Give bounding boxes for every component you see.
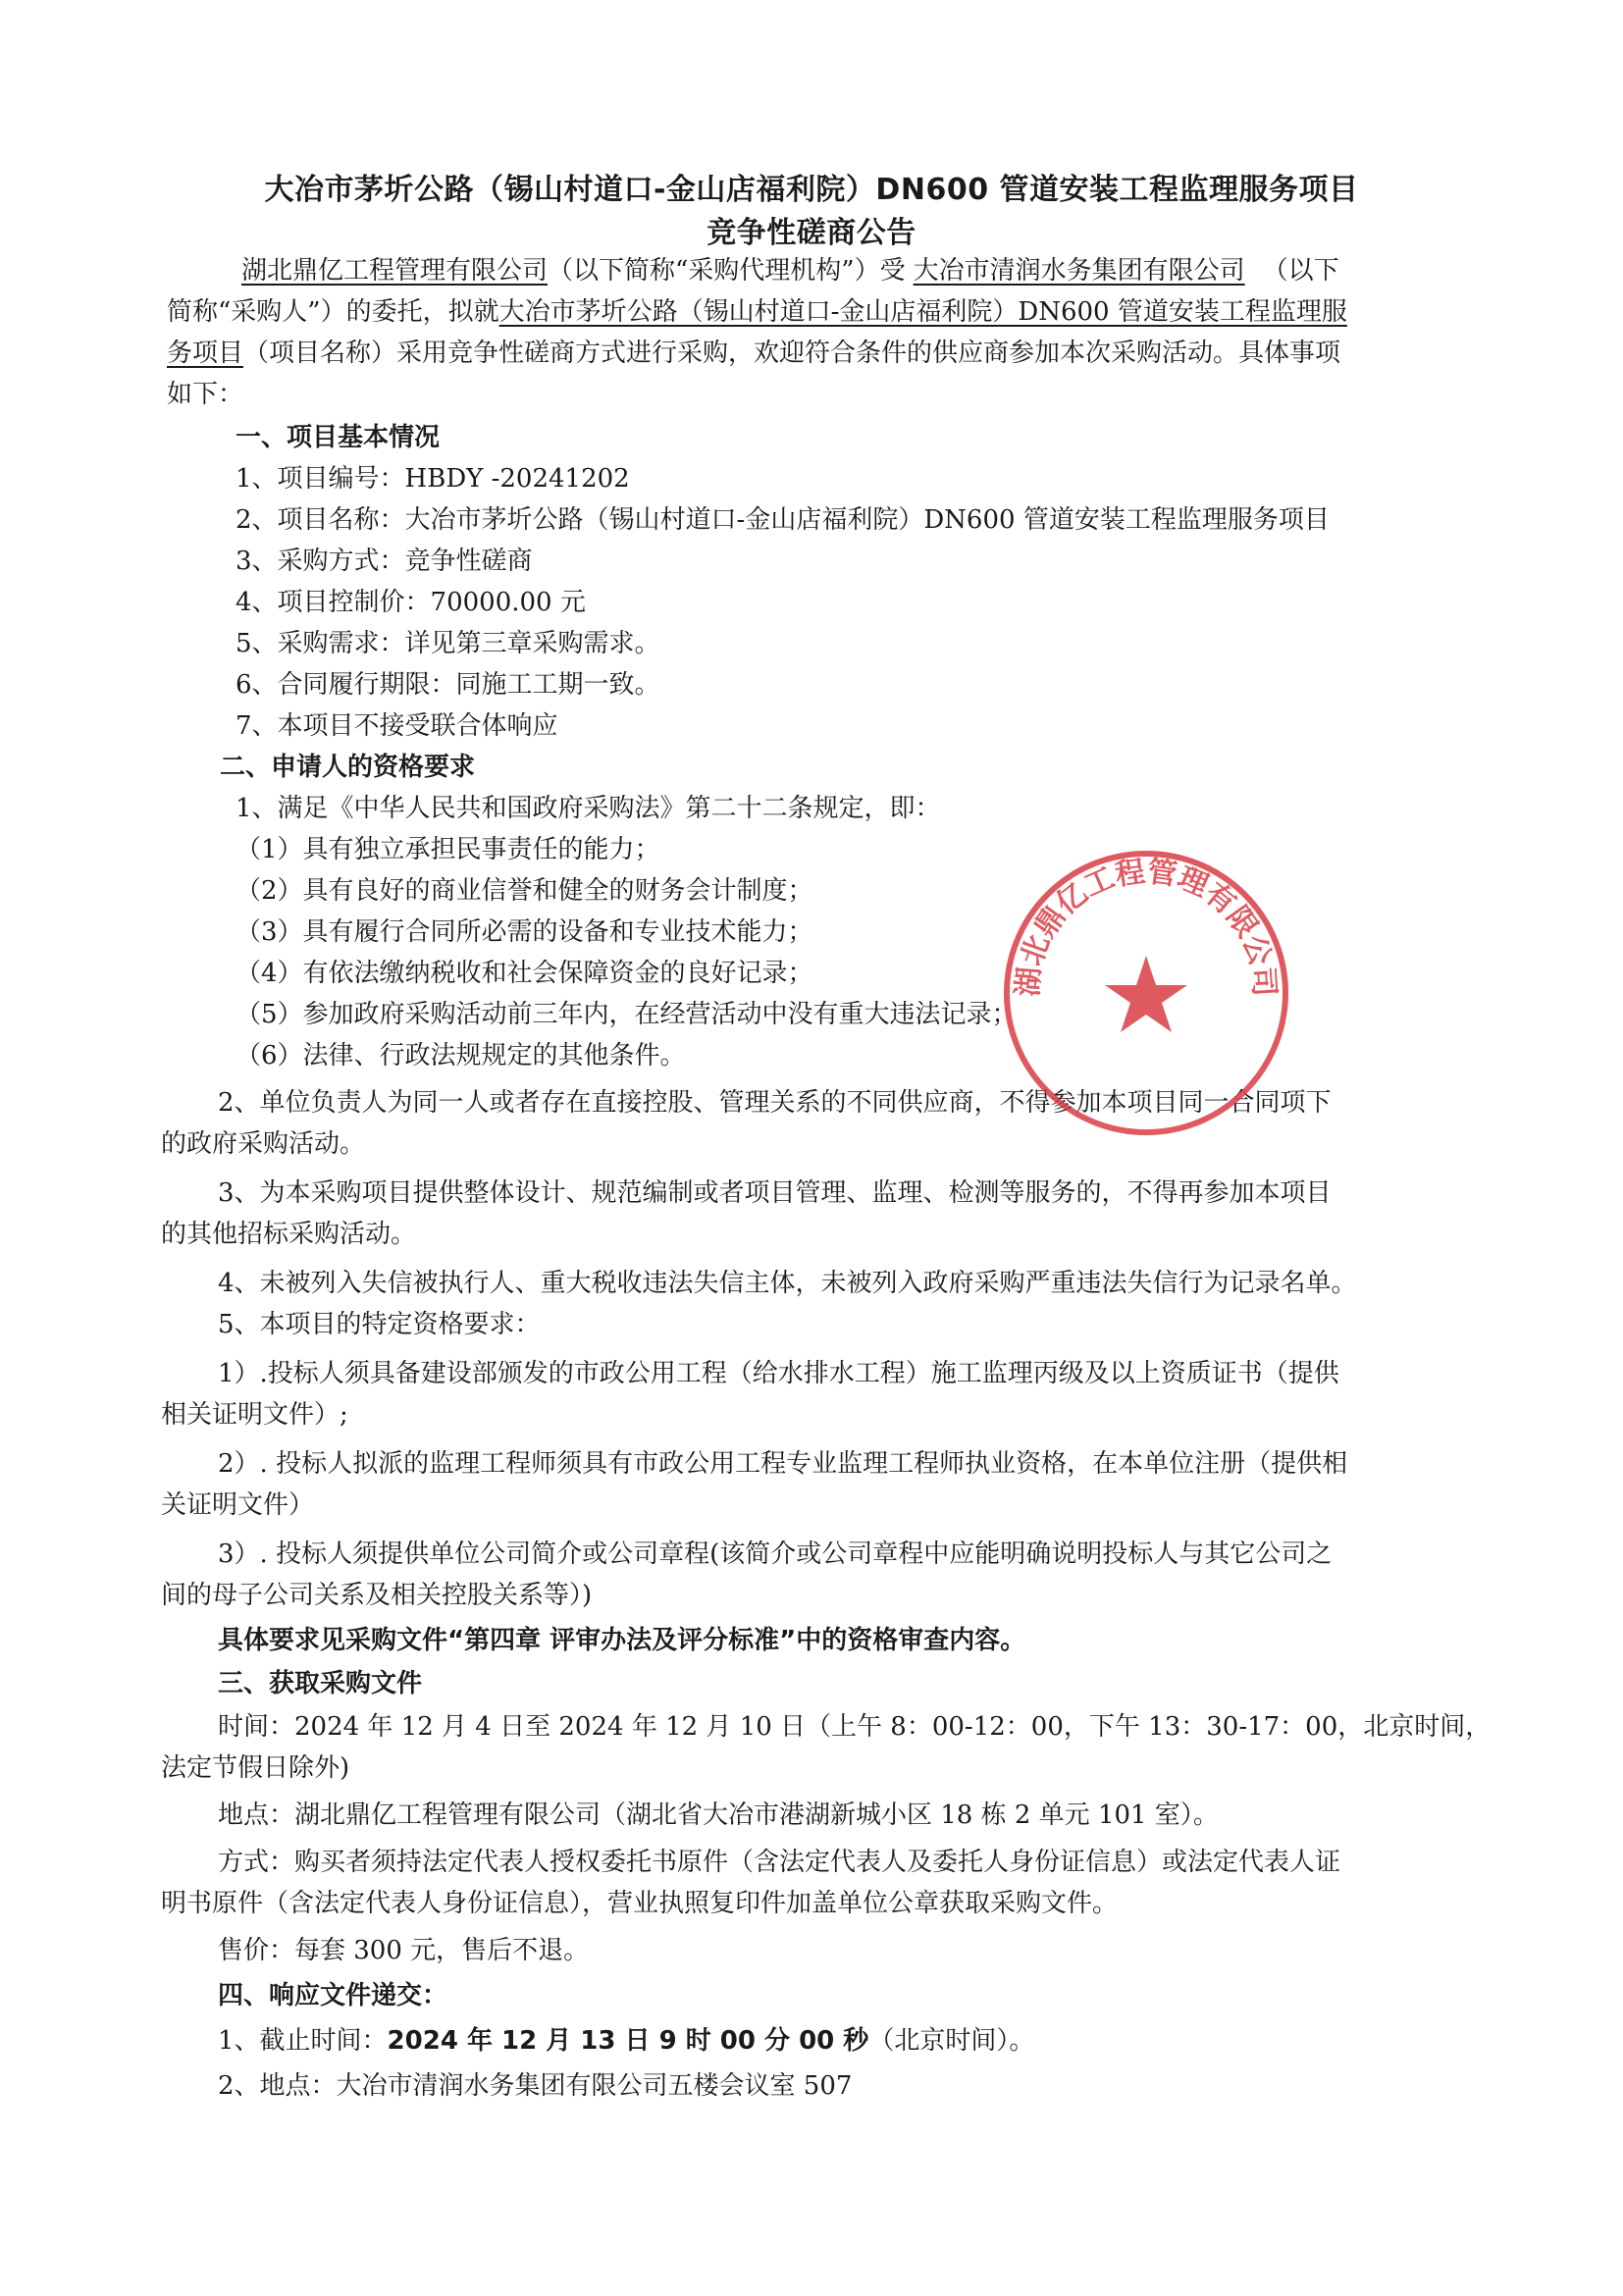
- special-req-3a: 3）. 投标人须提供单位公司简介或公司章程(该简介或公司章程中应能明确说明投标人与其它公司之: [218, 1539, 1333, 1569]
- section-heading-3: 三、获取采购文件: [218, 1669, 423, 1698]
- condition-item: （6）法律、行政法规规定的其他条件。: [236, 1041, 686, 1070]
- doc-title-line2: 竞争性磋商公告: [707, 216, 916, 250]
- seal-text: 湖北鼎亿工程管理有限公司: [1011, 854, 1282, 998]
- deadline-value: 2024 年 12 月 13 日 9 时 00 分 00 秒: [387, 2026, 869, 2056]
- acquire-time-b: 法定节假日除外): [161, 1753, 350, 1783]
- requirement-3a: 3、为本采购项目提供整体设计、规范编制或者项目管理、监理、检测等服务的，不得再参加本项目: [218, 1178, 1332, 1208]
- intro-line-4: 如下：: [167, 380, 244, 409]
- special-req-1a: 1）.投标人须具备建设部颁发的市政公用工程（给水排水工程）施工监理丙级及以上资质证书（提供: [218, 1359, 1339, 1388]
- acquire-price: 售价：每套 300 元，售后不退。: [218, 1936, 590, 1965]
- buyer-name: 大冶市清润水务集团有限公司: [913, 256, 1245, 286]
- special-req-1b: 相关证明文件）;: [161, 1400, 348, 1430]
- project-info-item: 4、项目控制价：70000.00 元: [236, 588, 586, 617]
- section-heading-2: 二、申请人的资格要求: [220, 753, 476, 782]
- requirement-2a: 2、单位负责人为同一人或者存在直接控股、管理关系的不同供应商，不得参加本项目同一合同项下: [218, 1088, 1332, 1118]
- project-info-item: 2、项目名称：大冶市茅圻公路（锡山村道口-金山店福利院）DN600 管道安装工程监理服务项目: [236, 505, 1330, 535]
- acquire-method-b: 明书原件（含法定代表人身份证信息），营业执照复印件加盖单位公章获取采购文件。: [161, 1889, 1119, 1918]
- section-heading-1: 一、项目基本情况: [236, 423, 441, 452]
- project-name-link: 大冶市茅圻公路（锡山村道口-金山店福利院）DN600 管道安装工程监理服: [498, 297, 1347, 327]
- condition-item: （2）具有良好的商业信誉和健全的财务会计制度；: [236, 876, 813, 906]
- project-info-item: 1、项目编号：HBDY -20241202: [236, 464, 630, 494]
- requirement-4: 4、未被列入失信被执行人、重大税收违法失信主体，未被列入政府采购严重违法失信行为记录名单。: [218, 1269, 1357, 1298]
- special-req-2a: 2）. 投标人拟派的监理工程师须具有市政公用工程专业监理工程师执业资格，在本单位注册（提供相: [218, 1449, 1348, 1479]
- acquire-time-a: 时间：2024 年 12 月 4 日至 2024 年 12 月 10 日（上午 8：00-12：00，下午 13：30-17：00，北京时间，: [218, 1712, 1492, 1742]
- requirement-5: 5、本项目的特定资格要求：: [218, 1310, 541, 1339]
- submission-place: 2、地点：大冶市清润水务集团有限公司五楼会议室 507: [218, 2071, 853, 2101]
- project-info-item: 3、采购方式：竞争性磋商: [236, 547, 533, 576]
- condition-item: （1）具有独立承担民事责任的能力；: [236, 835, 660, 864]
- section-heading-4: 四、响应文件递交：: [218, 1981, 448, 2010]
- doc-title-line1: 大冶市茅圻公路（锡山村道口-金山店福利院）DN600 管道安装工程监理服务项目: [264, 173, 1359, 207]
- condition-item: （4）有依法缴纳税收和社会保障资金的良好记录；: [236, 959, 813, 988]
- qualification-note: 具体要求见采购文件“第四章 评审办法及评分标准”中的资格审查内容。: [218, 1626, 1026, 1655]
- company-seal: [999, 846, 1293, 1140]
- project-info-item: 5、采购需求：详见第三章采购需求。: [236, 629, 660, 658]
- star-icon: [1105, 956, 1187, 1032]
- intro-line-2: 简称“采购人”）的委托，拟就大冶市茅圻公路（锡山村道口-金山店福利院）DN600 管道安装工程监理服: [167, 297, 1347, 327]
- special-req-2b: 关证明文件）: [161, 1490, 315, 1520]
- requirement-2b: 的政府采购活动。: [161, 1129, 366, 1159]
- requirement-3b: 的其他招标采购活动。: [161, 1220, 417, 1249]
- intro-line-1: 湖北鼎亿工程管理有限公司（以下简称“采购代理机构”）受 大冶市清润水务集团有限公司 （以下: [241, 256, 1339, 286]
- acquire-method-a: 方式：购买者须持法定代表人授权委托书原件（含法定代表人及委托人身份证信息）或法定代表人证: [218, 1848, 1341, 1877]
- acquire-place: 地点：湖北鼎亿工程管理有限公司（湖北省大冶市港湖新城小区 18 栋 2 单元 101 室）。: [218, 1800, 1219, 1830]
- agency-name: 湖北鼎亿工程管理有限公司: [241, 256, 549, 286]
- condition-item: （5）参加政府采购活动前三年内，在经营活动中没有重大违法记录；: [236, 1000, 1018, 1029]
- project-info-item: 6、合同履行期限：同施工工期一致。: [236, 670, 660, 700]
- intro-line-3: 务项目（项目名称）采用竞争性磋商方式进行采购，欢迎符合条件的供应商参加本次采购活动。具体事项: [167, 339, 1341, 368]
- special-req-3b: 间的母子公司关系及相关控股关系等）): [161, 1581, 593, 1610]
- law-reference: 1、满足《中华人民共和国政府采购法》第二十二条规定，即：: [236, 794, 941, 823]
- deadline-line: 1、截止时间：2024 年 12 月 13 日 9 时 00 分 00 秒（北京时间）。: [218, 2026, 1035, 2056]
- project-info-item: 7、本项目不接受联合体响应: [236, 711, 558, 741]
- condition-item: （3）具有履行合同所必需的设备和专业技术能力；: [236, 917, 813, 947]
